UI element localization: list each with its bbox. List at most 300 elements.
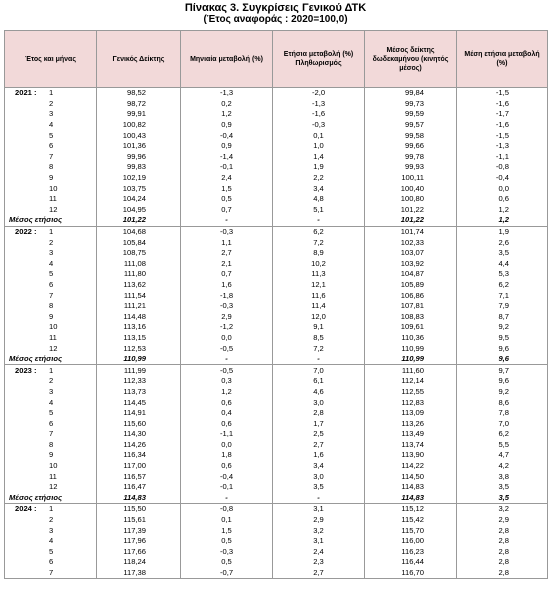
cell-moving-average: 99,59	[365, 109, 457, 120]
table-body	[5, 88, 548, 579]
table-row	[5, 440, 548, 451]
cell-period	[5, 141, 97, 152]
cell-period	[5, 290, 97, 301]
cell-annual-change: 2,2	[273, 173, 365, 184]
month-label: 11	[49, 332, 57, 342]
table-row	[5, 259, 548, 270]
cell-moving-average: 99,73	[365, 99, 457, 110]
table-row	[5, 429, 548, 440]
cell-period	[5, 130, 97, 141]
cell-moving-average: 114,50	[365, 471, 457, 482]
cell-moving-average: 101,74	[365, 226, 457, 237]
cell-period	[5, 333, 97, 344]
month-label: 12	[49, 482, 58, 492]
month-label: 10	[49, 461, 58, 471]
table-row	[5, 482, 548, 493]
cell-moving-average: 113,90	[365, 450, 457, 461]
cell-period	[5, 120, 97, 131]
cell-annual-change: 2,5	[273, 429, 365, 440]
cell-moving-average: 103,07	[365, 248, 457, 259]
month-label: 5	[49, 269, 54, 279]
cell-general-index: 98,52	[97, 88, 181, 99]
year-label: 2022 :	[15, 227, 37, 237]
cell-annual-change: 3,1	[273, 536, 365, 547]
table-title: Πίνακας 3. Συγκρίσεις Γενικού ΔΤΚ	[184, 2, 367, 14]
month-label: 6	[49, 557, 54, 567]
cell-moving-average: 103,92	[365, 259, 457, 270]
month-label: 1	[49, 227, 54, 237]
cell-general-index: 116,34	[97, 450, 181, 461]
month-label: 2	[49, 376, 54, 386]
cell-period	[5, 173, 97, 184]
annual-average-row	[5, 354, 548, 365]
cell-monthly-change: 2,4	[181, 173, 273, 184]
cell-monthly-change: -0,8	[181, 504, 273, 515]
cell-general-index: 104,68	[97, 226, 181, 237]
cell-moving-average: 114,83	[365, 493, 457, 504]
month-label: 2	[49, 237, 54, 247]
cell-monthly-change: -0,7	[181, 568, 273, 579]
annual-average-row	[5, 215, 548, 226]
cell-annual-change: 1,0	[273, 141, 365, 152]
cell-moving-average: 101,22	[365, 205, 457, 216]
cell-annual-change: 6,2	[273, 226, 365, 237]
annual-average-label: Μέσος ετήσιος	[5, 493, 97, 504]
cell-average-annual-change: 8,7	[457, 311, 548, 322]
cell-moving-average: 113,74	[365, 440, 457, 451]
cell-period	[5, 237, 97, 248]
cell-average-annual-change: -1,3	[457, 141, 548, 152]
header-moving-average: Μέσος δείκτης δωδεκαμήνου (κινητός μέσος)	[365, 31, 457, 88]
cell-monthly-change: 1,2	[181, 109, 273, 120]
cell-period	[5, 365, 97, 376]
cell-average-annual-change: 9,6	[457, 343, 548, 354]
cell-annual-change: 3,2	[273, 525, 365, 536]
cell-period	[5, 408, 97, 419]
cell-general-index: 111,21	[97, 301, 181, 312]
cell-general-index: 118,24	[97, 557, 181, 568]
cell-average-annual-change: 2,8	[457, 547, 548, 558]
cell-period	[5, 226, 97, 237]
table-row	[5, 418, 548, 429]
cell-monthly-change: 0,5	[181, 194, 273, 205]
month-label: 3	[49, 386, 54, 396]
month-label: 2	[49, 98, 54, 108]
cell-average-annual-change: 2,9	[457, 515, 548, 526]
table-row	[5, 450, 548, 461]
cell-average-annual-change: -1,1	[457, 152, 548, 163]
table-row	[5, 311, 548, 322]
cell-general-index: 111,54	[97, 290, 181, 301]
cell-average-annual-change: -1,5	[457, 130, 548, 141]
cell-monthly-change: 0,7	[181, 269, 273, 280]
month-label: 12	[49, 204, 58, 214]
cell-moving-average: 111,60	[365, 365, 457, 376]
month-label: 5	[49, 130, 54, 140]
cell-annual-change: 7,0	[273, 365, 365, 376]
cell-moving-average: 112,55	[365, 387, 457, 398]
month-label: 9	[49, 173, 54, 183]
cell-annual-change: 2,8	[273, 408, 365, 419]
cell-monthly-change: 1,6	[181, 280, 273, 291]
cell-general-index: 113,16	[97, 322, 181, 333]
cell-monthly-change: 0,6	[181, 418, 273, 429]
cell-general-index: 111,08	[97, 259, 181, 270]
cell-period	[5, 376, 97, 387]
cell-annual-change: 8,9	[273, 248, 365, 259]
cell-general-index: 100,82	[97, 120, 181, 131]
month-label: 10	[49, 183, 58, 193]
month-label: 5	[49, 408, 54, 418]
cell-period	[5, 471, 97, 482]
cell-general-index: 98,72	[97, 99, 181, 110]
cell-annual-change: 1,6	[273, 450, 365, 461]
cell-period	[5, 536, 97, 547]
cell-general-index: 116,57	[97, 471, 181, 482]
month-label: 8	[49, 301, 54, 311]
cell-period	[5, 194, 97, 205]
table-row	[5, 226, 548, 237]
cell-general-index: 114,26	[97, 440, 181, 451]
table-row	[5, 248, 548, 259]
cell-moving-average: 102,33	[365, 237, 457, 248]
cell-general-index: 103,75	[97, 183, 181, 194]
cell-period	[5, 515, 97, 526]
cell-average-annual-change: -0,4	[457, 173, 548, 184]
cell-average-annual-change: 2,6	[457, 237, 548, 248]
cell-monthly-change: 0,7	[181, 205, 273, 216]
cell-annual-change: 6,1	[273, 376, 365, 387]
cell-general-index: 108,75	[97, 248, 181, 259]
cell-monthly-change: 1,1	[181, 237, 273, 248]
year-label: 2023 :	[15, 365, 37, 375]
table-row	[5, 183, 548, 194]
cell-monthly-change: 1,5	[181, 183, 273, 194]
month-label: 7	[49, 568, 54, 578]
cell-average-annual-change: 1,9	[457, 226, 548, 237]
month-label: 3	[49, 525, 54, 535]
table-row	[5, 343, 548, 354]
cell-general-index: 101,36	[97, 141, 181, 152]
cell-average-annual-change: 9,2	[457, 322, 548, 333]
table-row	[5, 280, 548, 291]
cell-general-index: 117,66	[97, 547, 181, 558]
cell-annual-change: 7,2	[273, 237, 365, 248]
cell-annual-change: -	[273, 493, 365, 504]
cell-general-index: 99,91	[97, 109, 181, 120]
table-row	[5, 88, 548, 99]
cell-period	[5, 109, 97, 120]
cell-annual-change: 3,4	[273, 461, 365, 472]
cell-general-index: 114,91	[97, 408, 181, 419]
cell-average-annual-change: 7,8	[457, 408, 548, 419]
table-row	[5, 141, 548, 152]
cell-moving-average: 114,83	[365, 482, 457, 493]
month-label: 8	[49, 162, 54, 172]
cell-period	[5, 162, 97, 173]
cell-general-index: 111,99	[97, 365, 181, 376]
cell-annual-change: 5,1	[273, 205, 365, 216]
cell-moving-average: 99,66	[365, 141, 457, 152]
cell-period	[5, 547, 97, 558]
cell-moving-average: 113,49	[365, 429, 457, 440]
cell-annual-change: 7,2	[273, 343, 365, 354]
cell-general-index: 114,48	[97, 311, 181, 322]
cell-period	[5, 269, 97, 280]
cell-annual-change: 2,7	[273, 568, 365, 579]
month-label: 4	[49, 120, 54, 130]
cell-annual-change: 11,6	[273, 290, 365, 301]
cell-average-annual-change: 3,2	[457, 504, 548, 515]
cell-average-annual-change: 2,8	[457, 536, 548, 547]
cell-moving-average: 110,99	[365, 343, 457, 354]
cell-moving-average: 100,80	[365, 194, 457, 205]
cell-moving-average: 112,83	[365, 397, 457, 408]
table-row	[5, 568, 548, 579]
month-label: 7	[49, 429, 54, 439]
cell-period	[5, 259, 97, 270]
cell-general-index: 99,96	[97, 152, 181, 163]
cell-moving-average: 105,89	[365, 280, 457, 291]
cell-average-annual-change: 7,1	[457, 290, 548, 301]
cell-average-annual-change: 7,9	[457, 301, 548, 312]
year-label: 2021 :	[15, 88, 37, 98]
cell-annual-change: 3,4	[273, 183, 365, 194]
cell-moving-average: 113,09	[365, 408, 457, 419]
cell-annual-change: 12,0	[273, 311, 365, 322]
cell-period	[5, 568, 97, 579]
table-row	[5, 461, 548, 472]
cell-general-index: 102,19	[97, 173, 181, 184]
table-row	[5, 504, 548, 515]
month-label: 10	[49, 322, 58, 332]
month-label: 9	[49, 450, 54, 460]
cell-annual-change: 12,1	[273, 280, 365, 291]
cell-moving-average: 99,58	[365, 130, 457, 141]
cell-monthly-change: 2,1	[181, 259, 273, 270]
cell-annual-change: 2,4	[273, 547, 365, 558]
cell-period	[5, 387, 97, 398]
cell-period	[5, 88, 97, 99]
year-label: 2024 :	[15, 504, 37, 514]
table-subtitle: (Έτος αναφοράς : 2020=100,0)	[203, 14, 348, 25]
header-period: Έτος και μήνας	[5, 31, 97, 88]
cell-monthly-change: -1,1	[181, 429, 273, 440]
cell-average-annual-change: 3,8	[457, 471, 548, 482]
table-row	[5, 120, 548, 131]
month-label: 3	[49, 109, 54, 119]
table-row	[5, 109, 548, 120]
cell-average-annual-change: 9,5	[457, 333, 548, 344]
month-label: 4	[49, 536, 54, 546]
cell-monthly-change: -1,4	[181, 152, 273, 163]
cell-average-annual-change: 9,6	[457, 354, 548, 365]
cell-monthly-change: 2,7	[181, 248, 273, 259]
cell-average-annual-change: 3,5	[457, 493, 548, 504]
cell-moving-average: 109,61	[365, 322, 457, 333]
table-row	[5, 387, 548, 398]
cell-average-annual-change: 0,6	[457, 194, 548, 205]
cell-general-index: 113,15	[97, 333, 181, 344]
cell-monthly-change: -0,3	[181, 301, 273, 312]
month-label: 4	[49, 258, 54, 268]
cell-general-index: 112,33	[97, 376, 181, 387]
table-row	[5, 471, 548, 482]
cell-moving-average: 107,81	[365, 301, 457, 312]
cell-period	[5, 461, 97, 472]
cell-annual-change: 3,0	[273, 471, 365, 482]
cell-monthly-change: 0,1	[181, 515, 273, 526]
cell-average-annual-change: 9,7	[457, 365, 548, 376]
cell-monthly-change: -0,5	[181, 343, 273, 354]
cell-period	[5, 343, 97, 354]
cell-general-index: 117,39	[97, 525, 181, 536]
cell-average-annual-change: -1,5	[457, 88, 548, 99]
table-row	[5, 515, 548, 526]
cell-monthly-change: 0,4	[181, 408, 273, 419]
cell-monthly-change: -0,1	[181, 482, 273, 493]
cell-period	[5, 450, 97, 461]
table-row	[5, 525, 548, 536]
annual-average-label: Μέσος ετήσιος	[5, 354, 97, 365]
cell-annual-change: 10,2	[273, 259, 365, 270]
cell-average-annual-change: 4,7	[457, 450, 548, 461]
cell-average-annual-change: 9,2	[457, 387, 548, 398]
month-label: 6	[49, 418, 54, 428]
cell-general-index: 104,24	[97, 194, 181, 205]
cell-average-annual-change: 8,6	[457, 397, 548, 408]
cell-annual-change: 0,1	[273, 130, 365, 141]
cell-general-index: 115,50	[97, 504, 181, 515]
cell-average-annual-change: 2,8	[457, 525, 548, 536]
cell-period	[5, 183, 97, 194]
cell-monthly-change: -1,3	[181, 88, 273, 99]
table-row	[5, 547, 548, 558]
cell-annual-change: -	[273, 215, 365, 226]
month-label: 3	[49, 248, 54, 258]
cell-average-annual-change: 3,5	[457, 248, 548, 259]
cell-period	[5, 205, 97, 216]
cell-annual-change: 2,3	[273, 557, 365, 568]
cell-monthly-change: -	[181, 215, 273, 226]
cell-moving-average: 100,11	[365, 173, 457, 184]
cell-monthly-change: -0,3	[181, 547, 273, 558]
cell-moving-average: 114,22	[365, 461, 457, 472]
cell-moving-average: 100,40	[365, 183, 457, 194]
header-annual-change: Ετήσια μεταβολή (%) Πληθωρισμός	[273, 31, 365, 88]
table-row	[5, 99, 548, 110]
cell-general-index: 101,22	[97, 215, 181, 226]
cell-moving-average: 113,26	[365, 418, 457, 429]
cell-monthly-change: 0,3	[181, 376, 273, 387]
cell-moving-average: 110,99	[365, 354, 457, 365]
cell-general-index: 117,00	[97, 461, 181, 472]
cell-monthly-change: 0,6	[181, 397, 273, 408]
cell-average-annual-change: -1,7	[457, 109, 548, 120]
cell-monthly-change: -0,4	[181, 471, 273, 482]
table-row	[5, 322, 548, 333]
cell-moving-average: 115,12	[365, 504, 457, 515]
table-row	[5, 194, 548, 205]
cell-period	[5, 311, 97, 322]
cell-general-index: 112,53	[97, 343, 181, 354]
cell-annual-change: 9,1	[273, 322, 365, 333]
month-label: 6	[49, 279, 54, 289]
cell-period	[5, 152, 97, 163]
cell-moving-average: 106,86	[365, 290, 457, 301]
cell-period	[5, 429, 97, 440]
cell-general-index: 117,96	[97, 536, 181, 547]
cell-average-annual-change: 5,5	[457, 440, 548, 451]
cell-average-annual-change: 6,2	[457, 429, 548, 440]
cell-moving-average: 110,36	[365, 333, 457, 344]
cell-monthly-change: 0,0	[181, 440, 273, 451]
month-label: 5	[49, 546, 54, 556]
cell-average-annual-change: -1,6	[457, 99, 548, 110]
cell-monthly-change: 0,5	[181, 536, 273, 547]
month-label: 12	[49, 343, 58, 353]
cell-average-annual-change: 5,3	[457, 269, 548, 280]
cell-monthly-change: 0,5	[181, 557, 273, 568]
cell-moving-average: 116,44	[365, 557, 457, 568]
annual-average-label: Μέσος ετήσιος	[5, 215, 97, 226]
month-label: 1	[49, 504, 54, 514]
cell-annual-change: 1,7	[273, 418, 365, 429]
cell-moving-average: 99,84	[365, 88, 457, 99]
cell-average-annual-change: 7,0	[457, 418, 548, 429]
month-label: 9	[49, 311, 54, 321]
cell-annual-change: 4,8	[273, 194, 365, 205]
cell-moving-average: 99,93	[365, 162, 457, 173]
month-label: 8	[49, 439, 54, 449]
cell-period	[5, 301, 97, 312]
cell-period	[5, 482, 97, 493]
cell-average-annual-change: 4,2	[457, 461, 548, 472]
table-row	[5, 301, 548, 312]
cell-moving-average: 99,57	[365, 120, 457, 131]
cell-annual-change: -0,3	[273, 120, 365, 131]
cell-period	[5, 99, 97, 110]
cell-period	[5, 418, 97, 429]
cell-moving-average: 116,23	[365, 547, 457, 558]
month-label: 7	[49, 151, 54, 161]
cell-annual-change: -	[273, 354, 365, 365]
cell-average-annual-change: 4,4	[457, 259, 548, 270]
cell-period	[5, 525, 97, 536]
month-label: 11	[49, 471, 57, 481]
header-average-annual-change: Μέση ετήσια μεταβολή (%)	[457, 31, 548, 88]
cell-general-index: 117,38	[97, 568, 181, 579]
annual-average-row	[5, 493, 548, 504]
table-row	[5, 162, 548, 173]
cell-annual-change: 3,1	[273, 504, 365, 515]
cell-average-annual-change: 0,0	[457, 183, 548, 194]
cell-general-index: 113,62	[97, 280, 181, 291]
cell-moving-average: 116,70	[365, 568, 457, 579]
cell-monthly-change: -1,2	[181, 322, 273, 333]
cell-general-index: 104,95	[97, 205, 181, 216]
cell-average-annual-change: 1,2	[457, 215, 548, 226]
cell-period	[5, 248, 97, 259]
cell-general-index: 110,99	[97, 354, 181, 365]
cell-general-index: 114,45	[97, 397, 181, 408]
cell-monthly-change: -0,1	[181, 162, 273, 173]
table-row	[5, 237, 548, 248]
cell-monthly-change: 1,5	[181, 525, 273, 536]
table-row	[5, 365, 548, 376]
table-row	[5, 557, 548, 568]
cell-monthly-change: 2,9	[181, 311, 273, 322]
